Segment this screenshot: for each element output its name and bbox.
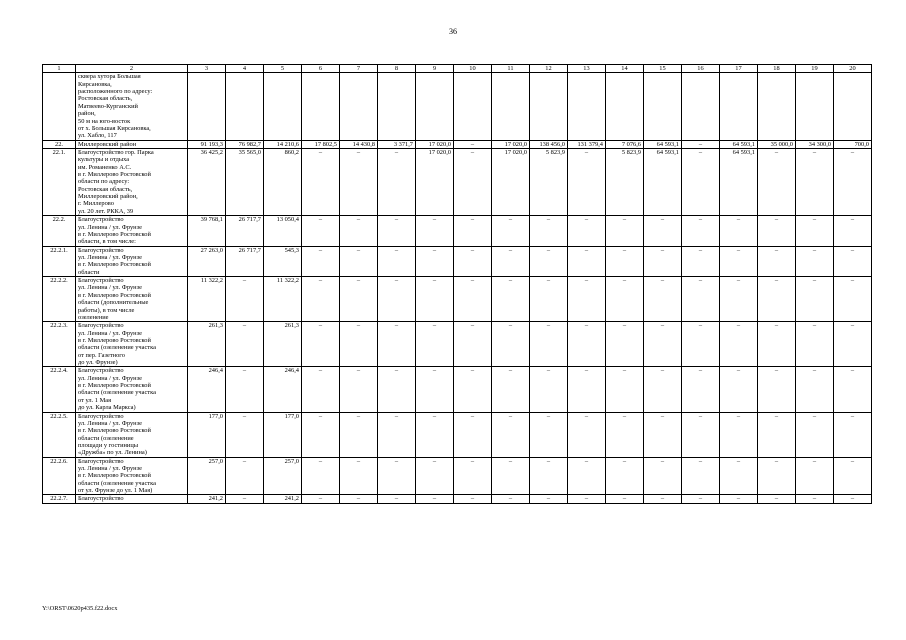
value-cell: – (796, 246, 834, 276)
value-cell: – (340, 216, 378, 246)
value-cell: – (758, 216, 796, 246)
value-cell: 138 456,0 (530, 140, 568, 148)
value-cell: – (302, 277, 340, 322)
value-cell: – (302, 246, 340, 276)
value-cell: – (568, 246, 606, 276)
value-cell: – (758, 367, 796, 412)
table-row (43, 246, 872, 276)
column-number-header: 1 (43, 65, 76, 73)
value-cell: 35 000,0 (758, 140, 796, 148)
value-cell: – (378, 246, 416, 276)
value-cell: 257,0 (188, 457, 226, 495)
value-cell: – (530, 216, 568, 246)
column-number-row (43, 65, 872, 73)
table-row (43, 457, 872, 495)
value-cell: – (416, 246, 454, 276)
value-cell: – (568, 148, 606, 215)
value-cell: – (796, 322, 834, 367)
table-row (43, 148, 872, 215)
value-cell: – (834, 148, 872, 215)
value-cell: – (416, 367, 454, 412)
value-cell: – (834, 246, 872, 276)
column-number-header: 19 (796, 65, 834, 73)
row-code (43, 73, 76, 140)
value-cell: – (796, 216, 834, 246)
value-cell: – (834, 216, 872, 246)
value-cell: – (226, 412, 264, 457)
value-cell (302, 73, 340, 140)
value-cell: – (302, 367, 340, 412)
value-cell: – (834, 495, 872, 503)
column-number-header: 3 (188, 65, 226, 73)
row-description: Миллеровский район (76, 140, 188, 148)
row-code: 22.2.5. (43, 412, 76, 457)
table-row (43, 277, 872, 322)
value-cell: 91 193,3 (188, 140, 226, 148)
column-number-header: 6 (302, 65, 340, 73)
value-cell: – (302, 457, 340, 495)
value-cell (454, 73, 492, 140)
row-description: сквера хутора Большая Кирсановка, расположенного по адресу: Ростовская область, Матвеево-Курганский район, 50 м на юго-восток от х. Большая Кирсановка, ул. Хабло, 117 (76, 73, 188, 140)
value-cell: – (758, 322, 796, 367)
value-cell: 177,0 (264, 412, 302, 457)
table-row (43, 216, 872, 246)
row-description: Благоустройство ул. Ленина / ул. Фрунзе в г. Миллерово Ростовской области (76, 246, 188, 276)
table-row (43, 73, 872, 140)
table-row (43, 140, 872, 148)
table-row (43, 412, 872, 457)
value-cell: 545,3 (264, 246, 302, 276)
value-cell: – (758, 246, 796, 276)
value-cell (416, 73, 454, 140)
value-cell: – (454, 216, 492, 246)
value-cell: – (720, 412, 758, 457)
value-cell: – (530, 457, 568, 495)
row-code: 22.2.6. (43, 457, 76, 495)
value-cell: – (796, 495, 834, 503)
value-cell (796, 73, 834, 140)
value-cell (264, 73, 302, 140)
value-cell: 5 823,9 (606, 148, 644, 215)
value-cell: – (340, 495, 378, 503)
row-description: Благоустройство ул. Ленина / ул. Фрунзе в г. Миллерово Ростовской области (озеленение участка от ул. Фрунзе до ул. 1 Мая) (76, 457, 188, 495)
value-cell (188, 73, 226, 140)
value-cell (340, 73, 378, 140)
value-cell: – (758, 148, 796, 215)
value-cell: – (682, 216, 720, 246)
value-cell (606, 73, 644, 140)
column-number-header: 7 (340, 65, 378, 73)
column-number-header: 11 (492, 65, 530, 73)
row-code: 22. (43, 140, 76, 148)
value-cell: – (644, 457, 682, 495)
value-cell: – (644, 277, 682, 322)
column-number-header: 9 (416, 65, 454, 73)
value-cell: – (416, 322, 454, 367)
value-cell: 14 210,6 (264, 140, 302, 148)
value-cell: – (454, 140, 492, 148)
value-cell: – (226, 322, 264, 367)
value-cell: – (720, 322, 758, 367)
value-cell: – (454, 412, 492, 457)
value-cell: – (568, 457, 606, 495)
value-cell: – (644, 495, 682, 503)
value-cell: 17 020,0 (492, 140, 530, 148)
column-number-header: 4 (226, 65, 264, 73)
value-cell: 261,3 (264, 322, 302, 367)
value-cell: 64 593,1 (720, 140, 758, 148)
column-number-header: 2 (76, 65, 188, 73)
value-cell: – (340, 457, 378, 495)
value-cell: – (644, 246, 682, 276)
value-cell: – (378, 322, 416, 367)
row-description: Благоустройство гор. Парка культуры и отдыха им. Романенко А.С. в г. Миллерово Ростовской области по адресу: Ростовская область, Миллеровский район, г. Миллерово ул. 20 лет. РККА, 39 (76, 148, 188, 215)
value-cell: – (720, 277, 758, 322)
value-cell: – (454, 246, 492, 276)
value-cell: – (606, 277, 644, 322)
value-cell: – (454, 457, 492, 495)
value-cell: – (530, 246, 568, 276)
value-cell: – (530, 367, 568, 412)
value-cell: – (682, 246, 720, 276)
value-cell: – (226, 457, 264, 495)
value-cell: – (682, 277, 720, 322)
value-cell: – (340, 412, 378, 457)
value-cell: – (226, 277, 264, 322)
column-number-header: 8 (378, 65, 416, 73)
value-cell: 246,4 (264, 367, 302, 412)
value-cell: – (758, 277, 796, 322)
value-cell: – (568, 367, 606, 412)
row-code: 22.2.4. (43, 367, 76, 412)
value-cell: 76 982,7 (226, 140, 264, 148)
value-cell: – (568, 412, 606, 457)
value-cell: 17 020,0 (492, 148, 530, 215)
value-cell: 26 717,7 (226, 216, 264, 246)
value-cell: – (682, 495, 720, 503)
table-row (43, 495, 872, 503)
value-cell: – (454, 148, 492, 215)
value-cell: – (340, 148, 378, 215)
value-cell: – (682, 412, 720, 457)
value-cell (568, 73, 606, 140)
value-cell (758, 73, 796, 140)
value-cell: – (416, 216, 454, 246)
column-number-header: 16 (682, 65, 720, 73)
value-cell: – (568, 216, 606, 246)
value-cell: 11 322,2 (188, 277, 226, 322)
value-cell: – (606, 216, 644, 246)
column-number-header: 14 (606, 65, 644, 73)
value-cell: – (454, 322, 492, 367)
value-cell: – (606, 495, 644, 503)
row-description: Благоустройство ул. Ленина / ул. Фрунзе в г. Миллерово Ростовской области (озеленение участка от пер. Газетного до ул. Фрунзе) (76, 322, 188, 367)
value-cell (530, 73, 568, 140)
value-cell: 177,0 (188, 412, 226, 457)
value-cell: 39 768,1 (188, 216, 226, 246)
value-cell: – (378, 216, 416, 246)
value-cell: – (302, 148, 340, 215)
value-cell: – (720, 495, 758, 503)
value-cell: – (416, 457, 454, 495)
value-cell: – (568, 495, 606, 503)
value-cell: – (682, 148, 720, 215)
value-cell: – (454, 367, 492, 412)
value-cell: – (834, 367, 872, 412)
column-number-header: 20 (834, 65, 872, 73)
value-cell: – (606, 412, 644, 457)
row-code: 22.1. (43, 148, 76, 215)
value-cell: 13 050,4 (264, 216, 302, 246)
value-cell (644, 73, 682, 140)
value-cell: – (492, 277, 530, 322)
value-cell: – (796, 148, 834, 215)
value-cell: – (644, 367, 682, 412)
value-cell: – (302, 322, 340, 367)
value-cell: – (302, 216, 340, 246)
value-cell: – (454, 277, 492, 322)
value-cell: 36 425,2 (188, 148, 226, 215)
value-cell: 17 020,0 (416, 148, 454, 215)
value-cell: – (606, 457, 644, 495)
value-cell: – (834, 412, 872, 457)
value-cell: 64 593,1 (720, 148, 758, 215)
value-cell: 261,3 (188, 322, 226, 367)
value-cell: – (834, 322, 872, 367)
value-cell (226, 73, 264, 140)
column-number-header: 5 (264, 65, 302, 73)
value-cell: – (644, 322, 682, 367)
row-code: 22.2.2. (43, 277, 76, 322)
value-cell: – (492, 495, 530, 503)
column-number-header: 12 (530, 65, 568, 73)
value-cell: – (530, 277, 568, 322)
value-cell: – (454, 495, 492, 503)
value-cell: 34 300,0 (796, 140, 834, 148)
row-description: Благоустройство ул. Ленина / ул. Фрунзе в г. Миллерово Ростовской области, в том числе: (76, 216, 188, 246)
value-cell (682, 73, 720, 140)
value-cell: – (606, 367, 644, 412)
value-cell: – (758, 412, 796, 457)
value-cell: 64 593,1 (644, 148, 682, 215)
value-cell: – (340, 246, 378, 276)
value-cell (834, 73, 872, 140)
value-cell: 860,2 (264, 148, 302, 215)
column-number-header: 17 (720, 65, 758, 73)
value-cell (378, 73, 416, 140)
value-cell: – (720, 216, 758, 246)
row-description: Благоустройство (76, 495, 188, 503)
row-description: Благоустройство ул. Ленина / ул. Фрунзе в г. Миллерово Ростовской области (озеленение площади у гостиницы «Дружба» по ул. Ленина) (76, 412, 188, 457)
value-cell: – (796, 277, 834, 322)
value-cell: 241,2 (264, 495, 302, 503)
value-cell: – (530, 412, 568, 457)
value-cell: – (226, 367, 264, 412)
column-number-header: 10 (454, 65, 492, 73)
value-cell (720, 73, 758, 140)
value-cell: – (682, 367, 720, 412)
value-cell: – (834, 277, 872, 322)
value-cell: – (340, 367, 378, 412)
row-code: 22.2.7. (43, 495, 76, 503)
value-cell: – (606, 322, 644, 367)
column-number-header: 18 (758, 65, 796, 73)
value-cell: 35 565,0 (226, 148, 264, 215)
value-cell: – (644, 412, 682, 457)
value-cell: – (378, 367, 416, 412)
value-cell: – (644, 216, 682, 246)
value-cell: – (492, 457, 530, 495)
value-cell: – (720, 246, 758, 276)
value-cell: – (416, 277, 454, 322)
value-cell: – (226, 495, 264, 503)
value-cell: – (492, 412, 530, 457)
value-cell: 17 802,5 (302, 140, 340, 148)
value-cell: – (796, 412, 834, 457)
table-row (43, 322, 872, 367)
value-cell: – (758, 457, 796, 495)
value-cell: – (378, 457, 416, 495)
value-cell (492, 73, 530, 140)
value-cell: 26 717,7 (226, 246, 264, 276)
table-row (43, 367, 872, 412)
value-cell: – (796, 457, 834, 495)
value-cell: – (530, 495, 568, 503)
value-cell: – (606, 246, 644, 276)
value-cell: – (378, 277, 416, 322)
value-cell: – (340, 277, 378, 322)
value-cell: – (682, 322, 720, 367)
value-cell: 257,0 (264, 457, 302, 495)
value-cell: – (340, 322, 378, 367)
page-number: 36 (449, 27, 457, 36)
value-cell: – (530, 322, 568, 367)
value-cell: – (796, 367, 834, 412)
column-number-header: 13 (568, 65, 606, 73)
value-cell: – (682, 140, 720, 148)
value-cell: – (416, 495, 454, 503)
value-cell: – (492, 246, 530, 276)
value-cell: – (302, 412, 340, 457)
value-cell: 27 263,0 (188, 246, 226, 276)
value-cell: – (378, 148, 416, 215)
value-cell: – (302, 495, 340, 503)
value-cell: – (720, 457, 758, 495)
value-cell: – (492, 367, 530, 412)
file-path-footer: Y:\ORST\0620p435.f22.docx (42, 605, 118, 612)
row-description: Благоустройство ул. Ленина / ул. Фрунзе в г. Миллерово Ростовской области (озеленение участка от ул. 1 Мая до ул. Карла Маркса) (76, 367, 188, 412)
value-cell: 131 379,4 (568, 140, 606, 148)
value-cell: 64 593,1 (644, 140, 682, 148)
value-cell: 3 371,7 (378, 140, 416, 148)
value-cell: 5 823,9 (530, 148, 568, 215)
value-cell: – (492, 322, 530, 367)
value-cell: – (682, 457, 720, 495)
value-cell: 14 430,8 (340, 140, 378, 148)
value-cell: – (834, 457, 872, 495)
value-cell: – (492, 216, 530, 246)
value-cell: 11 322,2 (264, 277, 302, 322)
value-cell: 241,2 (188, 495, 226, 503)
row-code: 22.2. (43, 216, 76, 246)
value-cell: 700,0 (834, 140, 872, 148)
value-cell: 246,4 (188, 367, 226, 412)
row-code: 22.2.1. (43, 246, 76, 276)
value-cell: 17 020,0 (416, 140, 454, 148)
value-cell: – (378, 412, 416, 457)
value-cell: – (758, 495, 796, 503)
value-cell: – (568, 322, 606, 367)
value-cell: – (720, 367, 758, 412)
column-number-header: 15 (644, 65, 682, 73)
budget-table (42, 64, 872, 504)
value-cell: – (416, 412, 454, 457)
row-code: 22.2.3. (43, 322, 76, 367)
value-cell: 7 076,6 (606, 140, 644, 148)
value-cell: – (378, 495, 416, 503)
row-description: Благоустройство ул. Ленина / ул. Фрунзе в г. Миллерово Ростовской области (дополнительные работы), в том числе озеленение (76, 277, 188, 322)
value-cell: – (568, 277, 606, 322)
